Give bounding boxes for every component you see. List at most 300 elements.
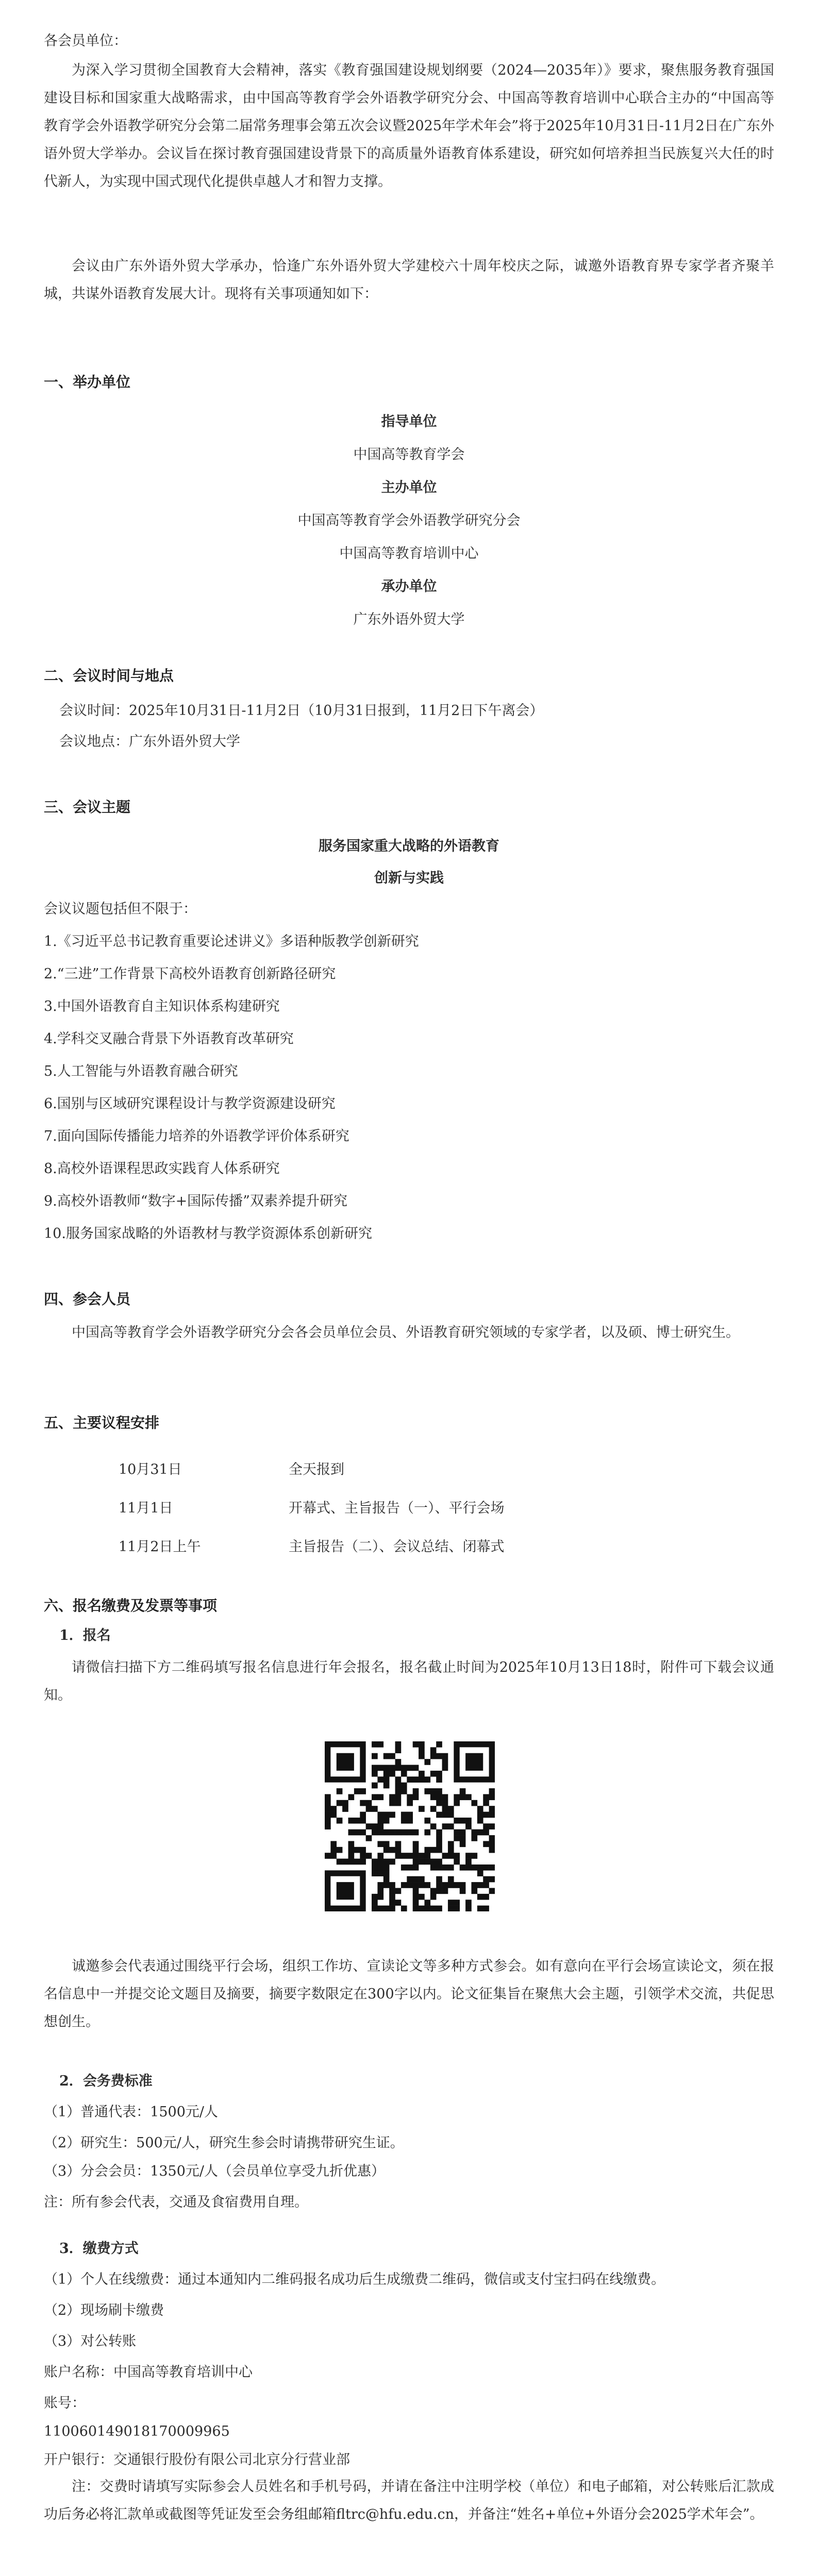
qr-module	[436, 1876, 442, 1883]
qr-module	[483, 1876, 489, 1883]
undertake-unit-label: 承办单位	[381, 579, 437, 595]
topic-item: 8.高校外语课程思政实践育人体系研究	[44, 1161, 280, 1177]
qr-module	[354, 1788, 360, 1794]
qr-module	[430, 1823, 437, 1829]
meeting-place: 会议地点：广东外语外贸大学	[59, 734, 240, 750]
qr-module	[413, 1865, 419, 1871]
qr-module	[407, 1865, 413, 1871]
qr-module	[442, 1794, 448, 1800]
qr-module	[413, 1788, 419, 1794]
qr-module	[448, 1853, 454, 1859]
qr-module	[483, 1894, 489, 1900]
qr-module	[489, 1876, 495, 1883]
payment-transfer: （3）对公转账	[44, 2333, 137, 2349]
qr-module	[460, 1882, 466, 1888]
qr-module	[424, 1776, 430, 1783]
topic-item: 10.服务国家战略的外语教材与教学资源体系创新研究	[44, 1226, 372, 1242]
qr-module	[471, 1888, 477, 1894]
qr-module	[337, 1788, 343, 1794]
qr-module	[430, 1865, 437, 1871]
qr-module	[471, 1882, 477, 1888]
qr-module	[383, 1882, 390, 1888]
qr-module	[413, 1847, 419, 1853]
qr-module	[413, 1876, 419, 1883]
theme-main: 服务国家重大战略的外语教育	[319, 838, 499, 854]
qr-module	[330, 1812, 337, 1818]
qr-module	[483, 1794, 489, 1800]
qr-module	[465, 1900, 472, 1906]
qr-module	[407, 1829, 413, 1836]
qr-module	[325, 1800, 331, 1806]
qr-module	[436, 1882, 442, 1888]
undertake-unit-org: 广东外语外贸大学	[353, 612, 465, 628]
meeting-time: 会议时间：2025年10月31日-11月2日（10月31日报到，11月2日下午离会）	[59, 703, 544, 719]
qr-module	[401, 1812, 407, 1818]
qr-module	[477, 1812, 483, 1818]
qr-module	[372, 1741, 378, 1748]
fee-heading: 2．会务费标准	[59, 2073, 153, 2089]
qr-module	[489, 1865, 495, 1871]
qr-module	[360, 1859, 366, 1865]
qr-module	[436, 1865, 442, 1871]
qr-module	[413, 1776, 419, 1783]
qr-module	[424, 1853, 430, 1859]
qr-module	[360, 1812, 366, 1818]
qr-module	[377, 1776, 383, 1783]
qr-module	[401, 1783, 407, 1789]
qr-module	[419, 1771, 425, 1777]
qr-module	[448, 1812, 454, 1818]
qr-module	[377, 1882, 383, 1888]
qr-module	[477, 1818, 483, 1824]
qr-module	[372, 1806, 378, 1812]
qr-module	[471, 1800, 477, 1806]
topic-item: 6.国别与区域研究课程设计与教学资源建设研究	[44, 1096, 336, 1112]
qr-module	[419, 1876, 425, 1883]
qr-module	[395, 1829, 402, 1836]
qr-module	[419, 1776, 425, 1783]
qr-module	[383, 1818, 390, 1824]
qr-module	[442, 1888, 448, 1894]
qr-module	[413, 1741, 419, 1748]
qr-module	[372, 1865, 378, 1871]
qr-module	[454, 1882, 460, 1888]
qr-module	[395, 1900, 402, 1906]
qr-module	[442, 1812, 448, 1818]
qr-module	[430, 1847, 437, 1853]
qr-module	[401, 1788, 407, 1794]
qr-module	[372, 1859, 378, 1865]
topic-item: 5.人工智能与外语教育融合研究	[44, 1063, 238, 1079]
qr-module	[419, 1882, 425, 1888]
qr-module	[460, 1788, 466, 1794]
qr-module	[395, 1765, 402, 1771]
qr-module	[471, 1865, 477, 1871]
qr-module	[407, 1818, 413, 1824]
qr-module	[442, 1800, 448, 1806]
qr-module	[325, 1853, 331, 1859]
qr-module	[401, 1818, 407, 1824]
qr-module	[419, 1894, 425, 1900]
registration-heading: 1．报名	[59, 1628, 111, 1643]
qr-module	[383, 1812, 390, 1818]
qr-module	[383, 1870, 390, 1876]
qr-module	[395, 1747, 402, 1753]
qr-module	[436, 1753, 442, 1759]
qr-module	[489, 1806, 495, 1812]
qr-module	[342, 1859, 348, 1865]
bank-name: 开户银行：交通银行股份有限公司北京分行营业部	[44, 2452, 350, 2468]
qr-module	[483, 1812, 489, 1818]
qr-module	[377, 1823, 383, 1829]
account-number: 110060149018170009965	[44, 2424, 230, 2439]
qr-module	[395, 1888, 402, 1894]
qr-module	[419, 1859, 425, 1865]
qr-finder-pattern	[465, 1753, 483, 1771]
qr-module	[366, 1823, 372, 1829]
topic-item: 7.面向国际传播能力培养的外语教学评价体系研究	[44, 1128, 349, 1144]
qr-module	[436, 1847, 442, 1853]
qr-module	[477, 1870, 483, 1876]
qr-module	[401, 1906, 407, 1911]
attendees-text: 中国高等教育学会外语教学研究分会各会员单位会员、外语教育研究领域的专家学者，以及硕、博士研究生。	[72, 1325, 740, 1341]
qr-module	[436, 1859, 442, 1865]
qr-module	[430, 1888, 437, 1894]
qr-module	[477, 1882, 483, 1888]
qr-module	[489, 1888, 495, 1894]
qr-module	[442, 1853, 448, 1859]
qr-module	[430, 1788, 437, 1794]
registration-text: 请微信扫描下方二维码填写报名信息进行年会报名，报名截止时间为2025年10月13日18时，附件可下载会议通知。	[44, 1659, 774, 1703]
qr-module	[377, 1794, 383, 1800]
qr-module	[377, 1829, 383, 1836]
agenda-date: 10月31日	[119, 1462, 182, 1478]
qr-module	[430, 1894, 437, 1900]
qr-module	[424, 1759, 430, 1765]
qr-module	[383, 1783, 390, 1789]
qr-module	[477, 1894, 483, 1900]
qr-module	[342, 1806, 348, 1812]
qr-module	[407, 1812, 413, 1818]
qr-module	[442, 1882, 448, 1888]
qr-module	[448, 1847, 454, 1853]
qr-module	[395, 1788, 402, 1794]
qr-module	[395, 1841, 402, 1847]
qr-module	[442, 1865, 448, 1871]
section-5-title: 五、主要议程安排	[44, 1414, 160, 1431]
qr-module	[419, 1853, 425, 1859]
qr-module	[377, 1894, 383, 1900]
qr-module	[436, 1771, 442, 1777]
qr-module	[366, 1806, 372, 1812]
qr-module	[489, 1823, 495, 1829]
section-6-title: 六、报名缴费及发票等事项	[44, 1597, 218, 1614]
qr-module	[436, 1788, 442, 1794]
qr-module	[442, 1753, 448, 1759]
qr-module	[424, 1900, 430, 1906]
qr-module	[489, 1788, 495, 1794]
fee-regular: （1）普通代表：1500元/人	[44, 2104, 218, 2120]
qr-module	[325, 1818, 331, 1824]
qr-module	[430, 1747, 437, 1753]
qr-module	[330, 1853, 337, 1859]
qr-module	[354, 1859, 360, 1865]
qr-module	[395, 1783, 402, 1789]
qr-module	[407, 1853, 413, 1859]
qr-module	[424, 1788, 430, 1794]
fee-student: （2）研究生：500元/人，研究生参会时请携带研究生证。	[44, 2135, 404, 2151]
qr-module	[377, 1818, 383, 1824]
qr-module	[401, 1765, 407, 1771]
qr-module	[413, 1794, 419, 1800]
qr-module	[330, 1841, 337, 1847]
qr-module	[448, 1823, 454, 1829]
qr-module	[395, 1794, 402, 1800]
qr-module	[424, 1818, 430, 1824]
qr-module	[407, 1765, 413, 1771]
agenda-event: 主旨报告（二）、会议总结、闭幕式	[289, 1539, 505, 1555]
registration-qr-code[interactable]	[325, 1741, 495, 1911]
qr-module	[325, 1823, 331, 1829]
qr-module	[389, 1829, 395, 1836]
qr-module	[383, 1753, 390, 1759]
qr-module	[413, 1841, 419, 1847]
qr-module	[442, 1765, 448, 1771]
qr-module	[460, 1835, 466, 1841]
qr-module	[489, 1812, 495, 1818]
qr-module	[383, 1859, 390, 1865]
qr-module	[448, 1882, 454, 1888]
qr-module	[348, 1829, 355, 1836]
qr-module	[436, 1800, 442, 1806]
qr-module	[377, 1765, 383, 1771]
qr-module	[483, 1882, 489, 1888]
qr-module	[372, 1823, 378, 1829]
qr-module	[465, 1818, 472, 1824]
agenda-date: 11月2日上午	[119, 1539, 201, 1555]
qr-module	[436, 1794, 442, 1800]
qr-module	[348, 1841, 355, 1847]
qr-module	[489, 1835, 495, 1841]
paper-invitation-text: 诚邀参会代表通过围绕平行会场，组织工作坊、宣读论文等多种方式参会。如有意向在平行会场宣读论文，须在报名信息中一并提交论文题目及摘要，摘要字数限定在300字以内。论文征集旨在聚焦大会主题，引领学术交流，共促思想创生。	[44, 1958, 774, 2030]
transfer-note: 注：交费时请填写实际参会人员姓名和手机号码，并请在备注中注明学校（单位）和电子邮箱，对公转账后汇款成功后务必将汇款单或截图等凭证发至会务组邮箱fltrc@hfu.edu.cn，并备注“姓名+单位+外语分会2025学术年会”。	[44, 2479, 774, 2522]
qr-module	[372, 1900, 378, 1906]
qr-module	[442, 1823, 448, 1829]
qr-module	[407, 1776, 413, 1783]
qr-module	[337, 1847, 343, 1853]
qr-module	[489, 1841, 495, 1847]
qr-module	[377, 1841, 383, 1847]
qr-module	[389, 1812, 395, 1818]
qr-module	[389, 1847, 395, 1853]
qr-module	[348, 1853, 355, 1859]
qr-module	[348, 1859, 355, 1865]
qr-module	[424, 1906, 430, 1911]
qr-module	[465, 1794, 472, 1800]
qr-module	[460, 1794, 466, 1800]
qr-module	[477, 1829, 483, 1836]
qr-module	[401, 1853, 407, 1859]
qr-module	[454, 1794, 460, 1800]
qr-module	[330, 1806, 337, 1812]
qr-module	[430, 1806, 437, 1812]
qr-module	[424, 1882, 430, 1888]
payment-onsite: （2）现场刷卡缴费	[44, 2302, 164, 2318]
qr-module	[348, 1818, 355, 1824]
section-2-title: 二、会议时间与地点	[44, 667, 174, 684]
qr-module	[483, 1800, 489, 1806]
qr-module	[413, 1882, 419, 1888]
qr-module	[465, 1823, 472, 1829]
qr-module	[383, 1765, 390, 1771]
qr-module	[477, 1906, 483, 1911]
qr-module	[413, 1906, 419, 1911]
qr-module	[348, 1794, 355, 1800]
qr-module	[354, 1847, 360, 1853]
qr-module	[454, 1835, 460, 1841]
qr-module	[389, 1765, 395, 1771]
qr-module	[407, 1800, 413, 1806]
qr-module	[360, 1853, 366, 1859]
qr-module	[389, 1900, 395, 1906]
qr-module	[483, 1865, 489, 1871]
section-3-title: 三、会议主题	[44, 799, 131, 816]
qr-module	[424, 1829, 430, 1836]
qr-module	[372, 1894, 378, 1900]
qr-module	[366, 1800, 372, 1806]
qr-module	[454, 1829, 460, 1836]
qr-module	[448, 1841, 454, 1847]
qr-module	[348, 1847, 355, 1853]
qr-module	[366, 1835, 372, 1841]
qr-module	[354, 1829, 360, 1836]
qr-module	[372, 1794, 378, 1800]
qr-module	[377, 1888, 383, 1894]
greeting: 各会员单位：	[44, 33, 127, 49]
qr-module	[377, 1741, 383, 1748]
qr-module	[389, 1888, 395, 1894]
qr-module	[383, 1829, 390, 1836]
qr-module	[395, 1776, 402, 1783]
qr-module	[377, 1865, 383, 1871]
topic-item: 3.中国外语教育自主知识体系构建研究	[44, 998, 280, 1014]
qr-module	[389, 1753, 395, 1759]
qr-module	[407, 1794, 413, 1800]
qr-module	[413, 1859, 419, 1865]
host-unit-org-1: 中国高等教育学会外语教学研究分会	[297, 513, 521, 529]
qr-module	[454, 1900, 460, 1906]
qr-module	[460, 1865, 466, 1871]
qr-module	[360, 1818, 366, 1824]
qr-module	[377, 1853, 383, 1859]
intro-paragraph-2: 会议由广东外语外贸大学承办，恰逢广东外语外贸大学建校六十周年校庆之际，诚邀外语教育界专家学者齐聚羊城，共谋外语教育发展大计。现将有关事项通知如下：	[44, 258, 774, 302]
qr-module	[413, 1829, 419, 1836]
section-4-title: 四、参会人员	[44, 1291, 131, 1308]
qr-module	[454, 1859, 460, 1865]
guide-unit-org: 中国高等教育学会	[353, 447, 465, 463]
qr-module	[325, 1806, 331, 1812]
qr-module	[372, 1765, 378, 1771]
qr-module	[424, 1859, 430, 1865]
qr-module	[330, 1847, 337, 1853]
payment-online: （1）个人在线缴费：通过本通知内二维码报名成功后生成缴费二维码，微信或支付宝扫码在线缴费。	[44, 2272, 665, 2287]
qr-module	[483, 1829, 489, 1836]
qr-module	[360, 1800, 366, 1806]
qr-module	[325, 1794, 331, 1800]
qr-module	[471, 1829, 477, 1836]
section-1-title: 一、举办单位	[44, 374, 131, 391]
qr-module	[477, 1806, 483, 1812]
qr-module	[442, 1759, 448, 1765]
qr-module	[389, 1882, 395, 1888]
qr-module	[454, 1906, 460, 1911]
topic-item: 2.“三进”工作背景下高校外语教育创新路径研究	[44, 966, 336, 982]
host-unit-org-2: 中国高等教育培训中心	[339, 546, 479, 562]
topics-lead: 会议议题包括但不限于：	[44, 901, 197, 917]
qr-module	[407, 1876, 413, 1883]
qr-module	[436, 1741, 442, 1748]
qr-module	[395, 1800, 402, 1806]
qr-module	[465, 1865, 472, 1871]
qr-module	[454, 1853, 460, 1859]
qr-module	[360, 1829, 366, 1836]
qr-module	[389, 1771, 395, 1777]
qr-module	[383, 1771, 390, 1777]
qr-module	[413, 1900, 419, 1906]
qr-module	[377, 1859, 383, 1865]
qr-module	[430, 1753, 437, 1759]
qr-module	[448, 1900, 454, 1906]
qr-module	[436, 1906, 442, 1911]
intro-paragraph-1: 为深入学习贯彻全国教育大会精神，落实《教育强国建设规划纲要（2024—2035年）》要求，聚焦服务教育强国建设目标和国家重大战略需求，由中国高等教育学会外语教学研究分会、中国高等教育培训中心联合主办的“中国高等教育学会外语教学研究分会第二届常务理事会第五次会议暨2025年学术年会”将于2025年10月31日-11月2日在广东外语外贸大学举办。会议旨在探讨教育强国建设背景下的高质量外语教育体系建设，研究如何培养担当民族复兴大任的时代新人，为实现中国式现代化提供卓越人才和智力支撑。	[44, 62, 774, 190]
qr-module	[372, 1771, 378, 1777]
qr-module	[372, 1783, 378, 1789]
qr-module	[465, 1853, 472, 1859]
qr-module	[419, 1747, 425, 1753]
qr-module	[419, 1906, 425, 1911]
qr-module	[360, 1847, 366, 1853]
qr-module	[383, 1841, 390, 1847]
qr-module	[448, 1906, 454, 1911]
qr-module	[483, 1823, 489, 1829]
account-number-label: 账号：	[44, 2395, 86, 2411]
fee-note: 注：所有参会代表，交通及食宿费用自理。	[44, 2194, 308, 2210]
qr-module	[460, 1888, 466, 1894]
qr-module	[436, 1829, 442, 1836]
agenda-event: 全天报到	[289, 1462, 344, 1478]
qr-module	[372, 1829, 378, 1836]
qr-module	[401, 1882, 407, 1888]
qr-module	[354, 1818, 360, 1824]
qr-module	[401, 1865, 407, 1871]
qr-module	[342, 1800, 348, 1806]
qr-module	[413, 1888, 419, 1894]
qr-module	[377, 1870, 383, 1876]
qr-module	[389, 1794, 395, 1800]
qr-finder-pattern	[337, 1882, 354, 1900]
qr-module	[372, 1870, 378, 1876]
qr-module	[419, 1753, 425, 1759]
qr-module	[360, 1788, 366, 1794]
qr-module	[337, 1818, 343, 1824]
topic-item: 1.《习近平总书记教育重要论述讲义》多语种版教学创新研究	[44, 934, 419, 950]
qr-module	[477, 1865, 483, 1871]
qr-module	[413, 1894, 419, 1900]
qr-module	[448, 1876, 454, 1883]
qr-module	[430, 1859, 437, 1865]
qr-module	[436, 1841, 442, 1847]
qr-module	[413, 1765, 419, 1771]
